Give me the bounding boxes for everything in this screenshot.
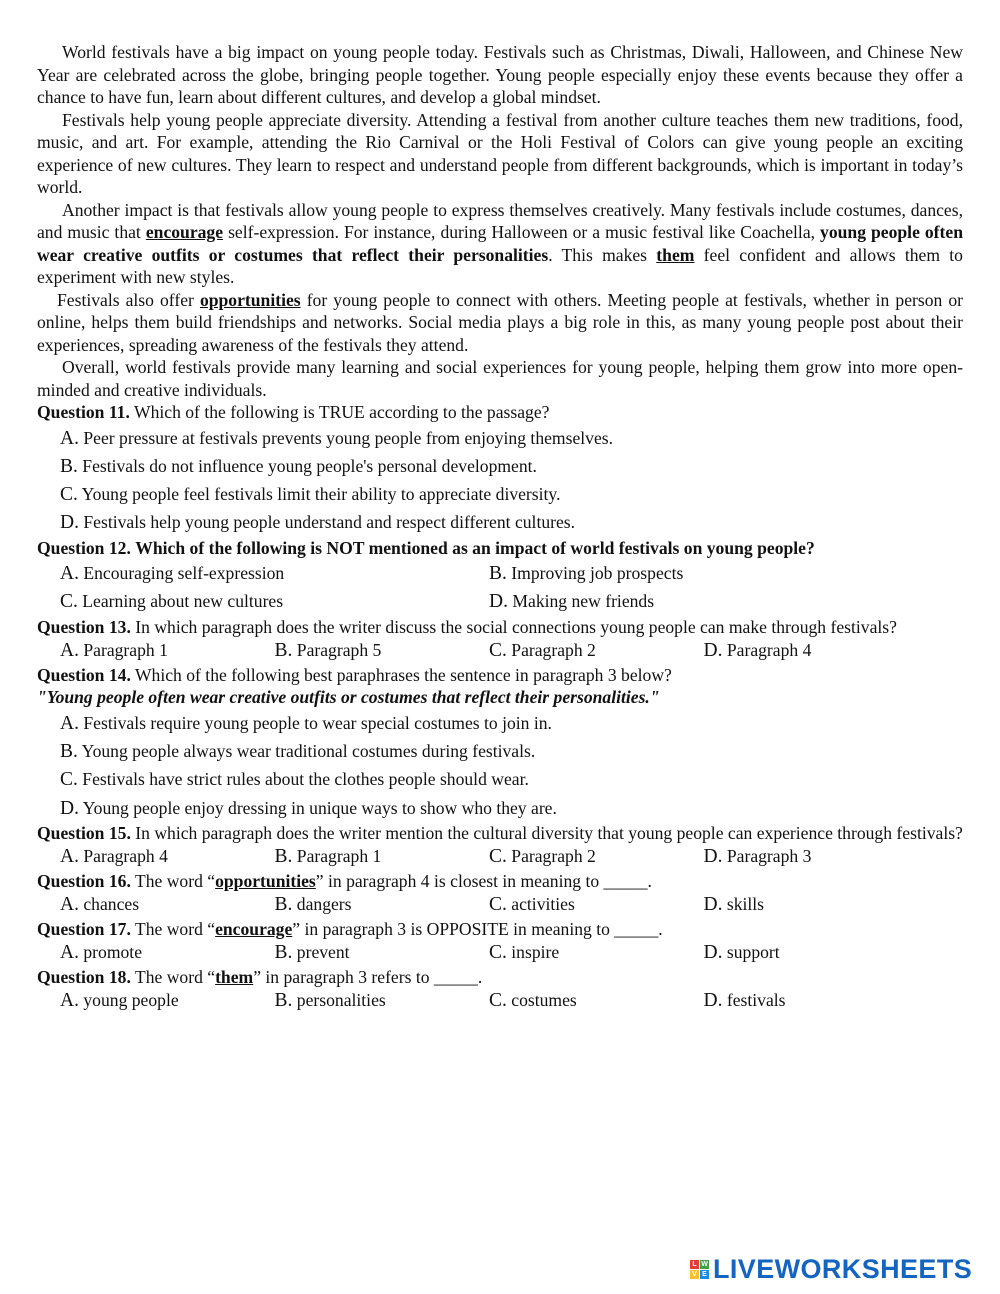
passage-paragraph-2: Festivals help young people appreciate diversity. Attending a festival from another culture teaches them new traditions, food, music, and art. For example, attending the Rio Carnival or the Holi Festival of Colors can give young people an exciting experience of new cultures. They learn to respect and understand people from different backgrounds, which is important in today’s world. <box>37 109 963 197</box>
option-18-b[interactable]: B. personalities <box>274 990 386 1012</box>
option-13-a[interactable]: A. Paragraph 1 <box>60 640 168 662</box>
option-15-b[interactable]: B. Paragraph 1 <box>274 846 382 868</box>
option-16-d[interactable]: D. skills <box>703 894 765 916</box>
logo-square-3: V <box>690 1270 699 1279</box>
question-12-stem: Question 12. Which of the following is NOT mentioned as an impact of world festivals on young people? <box>37 537 815 558</box>
question-13 <box>37 616 963 664</box>
option-15-a[interactable]: A. Paragraph 4 <box>60 846 168 868</box>
option-14-b[interactable]: B. Young people always wear traditional costumes during festivals. <box>60 741 536 763</box>
word-them: them <box>656 244 695 265</box>
question-13-stem: Question 13. In which paragraph does the writer discuss the social connections young people can make through festivals? <box>37 616 897 637</box>
word-encourage: encourage <box>145 222 224 242</box>
question-18-stem: Question 18. The word “them” in paragraph 3 refers to _____. <box>37 966 483 987</box>
option-18-c[interactable]: C. costumes <box>489 990 577 1012</box>
option-17-d[interactable]: D. support <box>703 942 780 964</box>
option-11-d[interactable]: D. Festivals help young people understand and respect different cultures. <box>60 512 576 534</box>
option-16-a[interactable]: A. chances <box>60 894 140 916</box>
option-12-d[interactable]: D. Making new friends <box>489 591 655 613</box>
logo-square-4: E <box>700 1270 709 1279</box>
option-14-a[interactable]: A. Festivals require young people to wear special costumes to join in. <box>60 712 552 734</box>
option-17-c[interactable]: C. inspire <box>489 942 560 964</box>
question-11 <box>37 401 963 537</box>
question-11-stem: Question 11. Which of the following is TRUE according to the passage? <box>37 402 550 422</box>
question-14-quote: "Young people often wear creative outfits or costumes that reflect their personalities." <box>37 687 660 708</box>
logo-square-2: W <box>701 1260 708 1268</box>
option-18-d[interactable]: D. festivals <box>703 990 786 1012</box>
option-11-a[interactable]: A. Peer pressure at festivals prevents young people from enjoying themselves. <box>60 427 614 449</box>
passage-paragraph-1: World festivals have a big impact on young people today. Festivals such as Christmas, Diwali, Halloween, and Chinese New Year are celebrated across the globe, bringing people together. Young people especially enjoy these events because they offer a chance to have fun, learn about different cultures, and develop a global mindset. <box>37 42 963 107</box>
passage-paragraph-4: Festivals also offer opportunities for young people to connect with others. Meeting people at festivals, whether in person or online, helps them build friendships and networks. Social media plays a big role in this, as many young people post about their experiences, spreading awareness of the festivals they attend. <box>37 289 964 355</box>
question-14-stem: Question 14. Which of the following best paraphrases the sentence in paragraph 3 below? <box>37 664 672 685</box>
option-11-b[interactable]: B. Festivals do not influence young people's personal development. <box>60 455 537 477</box>
logo-text: LIVEWORKSHEETS <box>713 1253 973 1284</box>
option-16-b[interactable]: B. dangers <box>274 894 352 916</box>
option-17-a[interactable]: A. promote <box>60 942 143 964</box>
liveworksheets-logo-icon <box>690 1260 709 1279</box>
passage-paragraph-3: Another impact is that festivals allow young people to express themselves creatively. Many festivals include costumes, dances, and music that encourage self-expression. For instance, during Halloween or a music festival like Coachella, young people often wear creative outfits or costumes that reflect their personalities. This makes them feel confident and allows them to experiment with new styles. <box>37 199 963 287</box>
question-17-stem: Question 17. The word “encourage” in paragraph 3 is OPPOSITE in meaning to _____. <box>37 918 663 939</box>
option-14-d[interactable]: D. Young people enjoy dressing in unique ways to show who they are. <box>60 797 557 819</box>
option-11-c[interactable]: C. Young people feel festivals limit their ability to appreciate diversity. <box>60 484 561 506</box>
option-17-b[interactable]: B. prevent <box>274 942 350 964</box>
option-13-c[interactable]: C. Paragraph 2 <box>489 640 596 662</box>
option-15-c[interactable]: C. Paragraph 2 <box>489 846 596 868</box>
option-13-b[interactable]: B. Paragraph 5 <box>274 640 382 662</box>
liveworksheets-logo <box>690 1253 987 1285</box>
worksheet-page <box>37 41 963 1014</box>
option-14-c[interactable]: C. Festivals have strict rules about the clothes people should wear. <box>60 769 529 791</box>
question-15 <box>37 822 963 870</box>
option-12-a[interactable]: A. Encouraging self-expression <box>60 563 285 585</box>
question-14 <box>37 664 963 822</box>
word-opportunities: opportunities <box>199 289 301 310</box>
passage-paragraph-5: Overall, world festivals provide many learning and social experiences for young people, helping them grow into more open-minded and creative individuals. <box>37 357 963 400</box>
question-16-stem: Question 16. The word “opportunities” in paragraph 4 is closest in meaning to _____. <box>37 870 652 891</box>
option-18-a[interactable]: A. young people <box>60 990 179 1012</box>
question-18 <box>37 966 963 1014</box>
question-12 <box>37 537 963 616</box>
option-15-d[interactable]: D. Paragraph 3 <box>703 846 812 868</box>
option-12-b[interactable]: B. Improving job prospects <box>489 563 684 585</box>
highlighted-sentence: young people often wear creative outfits or costumes that reflect their personalities <box>37 222 963 265</box>
question-17 <box>37 918 963 966</box>
option-13-d[interactable]: D. Paragraph 4 <box>703 640 812 662</box>
question-16 <box>37 870 963 918</box>
option-12-c[interactable]: C. Learning about new cultures <box>60 591 284 613</box>
question-15-stem: Question 15. In which paragraph does the writer mention the cultural diversity that young people can experience through festivals? <box>37 822 963 843</box>
option-16-c[interactable]: C. activities <box>489 894 575 916</box>
logo-square-1: L <box>690 1260 699 1269</box>
